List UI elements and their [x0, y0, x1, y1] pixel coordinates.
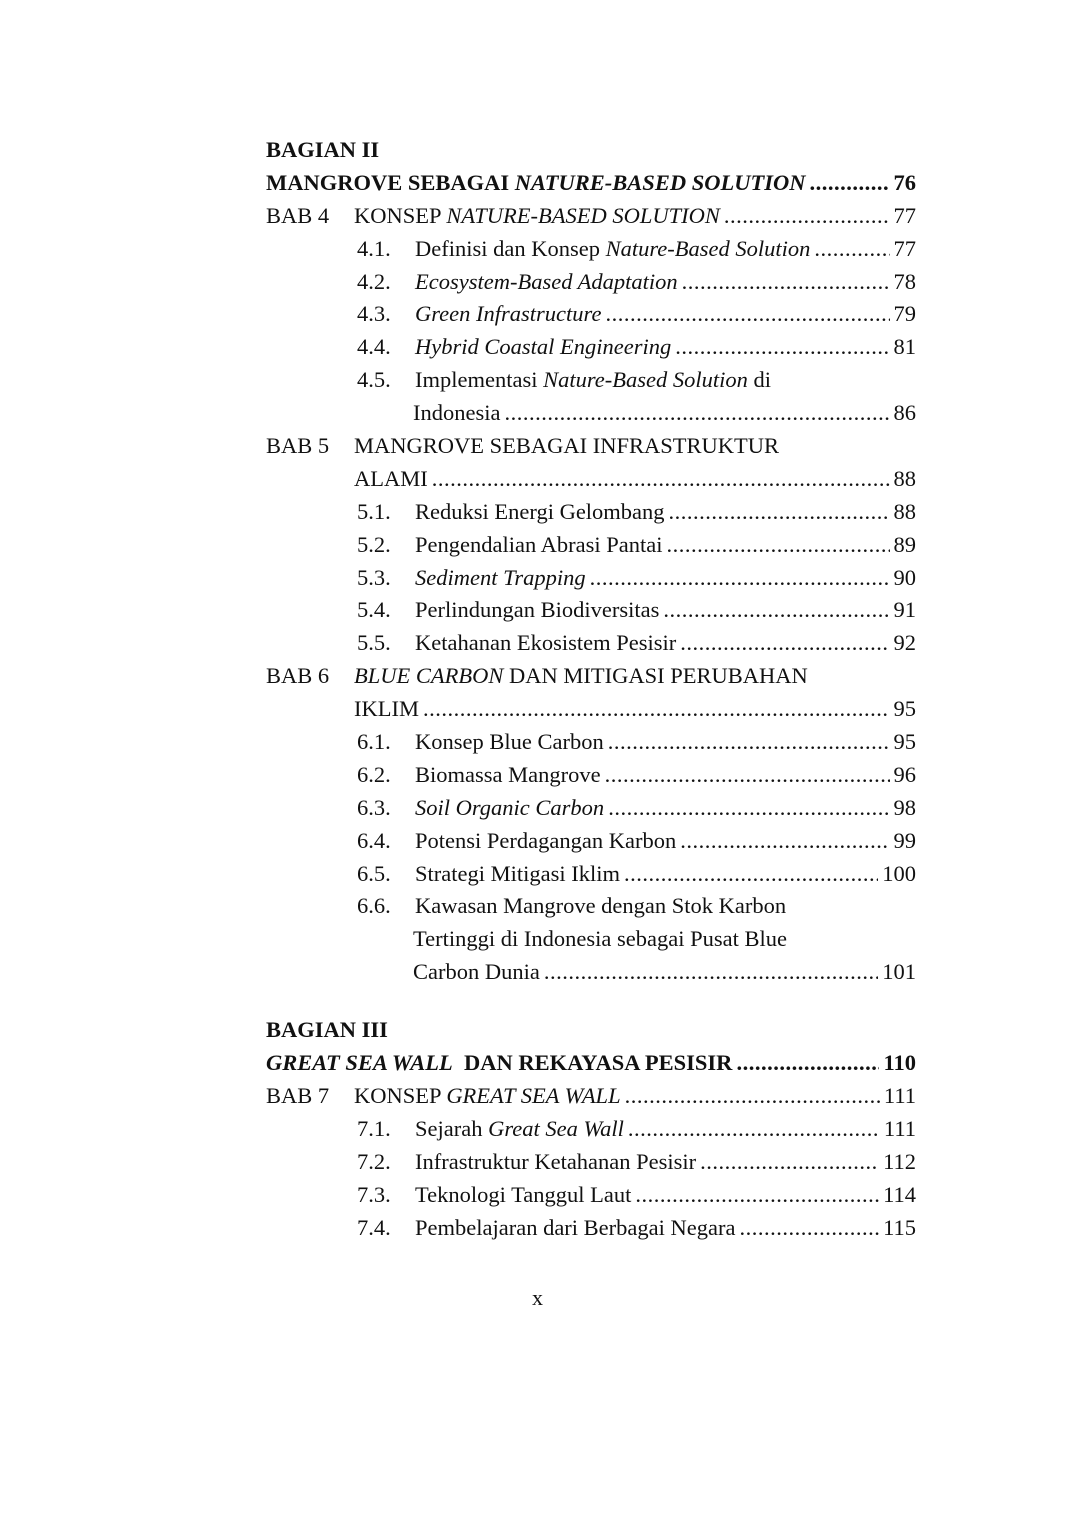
chapter-entry[interactable]: [266, 660, 916, 693]
section-entry[interactable]: [266, 759, 916, 792]
leader-dots: [544, 956, 878, 989]
page-number: 90: [893, 564, 916, 590]
page-number: 110: [883, 1050, 916, 1076]
leader-dots: [624, 858, 878, 891]
section-title-italic: Great Sea Wall: [488, 1115, 624, 1141]
section-title-italic: Green Infrastructure: [415, 301, 602, 327]
page-number: 79: [893, 301, 916, 327]
section-title: Definisi dan Konsep: [415, 235, 606, 261]
leader-dots: [736, 1047, 879, 1080]
page-number: 92: [893, 630, 916, 656]
part-title-text: MANGROVE SEBAGAI: [266, 169, 515, 195]
section-number: 4.1.: [357, 235, 391, 261]
section-entry[interactable]: [266, 1113, 916, 1146]
chapter-entry-continuation[interactable]: [266, 693, 916, 726]
leader-dots: [628, 1113, 880, 1146]
leader-dots: [669, 496, 890, 529]
leader-dots: [605, 759, 890, 792]
page-number: 88: [893, 465, 916, 491]
section-title-italic: Soil Organic Carbon: [415, 794, 605, 820]
section-entry-continuation[interactable]: [266, 923, 916, 956]
leader-dots: [675, 331, 889, 364]
part-title-entry[interactable]: [266, 167, 916, 200]
chapter-entry[interactable]: [266, 200, 916, 233]
page-number: 115: [883, 1214, 916, 1240]
page-number: 101: [882, 959, 916, 985]
part-title-entry[interactable]: [266, 1047, 916, 1080]
chapter-number: BAB 5: [266, 433, 330, 459]
section-title: Pembelajaran dari Berbagai Negara: [415, 1214, 736, 1240]
page-number: 77: [893, 202, 916, 228]
leader-dots: [724, 200, 890, 233]
section-number: 4.5.: [357, 367, 391, 393]
leader-dots: [814, 233, 889, 266]
leader-dots: [608, 726, 890, 759]
section-entry[interactable]: [266, 825, 916, 858]
page-footer-number: x: [532, 1285, 543, 1310]
section-number: 4.2.: [357, 268, 391, 294]
section-number: 6.3.: [357, 794, 391, 820]
page-number: 81: [893, 334, 916, 360]
chapter-entry[interactable]: [266, 1080, 916, 1113]
section-title: Infrastruktur Ketahanan Pesisir: [415, 1148, 697, 1174]
section-number: 6.4.: [357, 827, 391, 853]
section-title-italic: Sediment Trapping: [415, 564, 586, 590]
page-number: 88: [893, 498, 916, 524]
section-number: 4.3.: [357, 301, 391, 327]
section-title: Pengendalian Abrasi Pantai: [415, 531, 663, 557]
leader-dots: [635, 1179, 879, 1212]
part-title-italic: GREAT SEA WALL: [266, 1050, 453, 1076]
chapter-title: ALAMI: [354, 465, 428, 491]
section-number: 6.1.: [357, 729, 391, 755]
section-entry[interactable]: [266, 562, 916, 595]
part-title-text: DAN REKAYASA PESISIR: [452, 1050, 733, 1076]
leader-dots: [700, 1146, 879, 1179]
leader-dots: [663, 594, 889, 627]
section-entry[interactable]: [266, 298, 916, 331]
page-number: 78: [893, 268, 916, 294]
section-number: 7.2.: [357, 1148, 391, 1174]
leader-dots: [680, 627, 889, 660]
chapter-title-italic: GREAT SEA WALL: [446, 1082, 621, 1108]
part-label: BAGIAN II: [266, 137, 380, 162]
chapter-title: KONSEP: [354, 1082, 447, 1108]
section-title: Biomassa Mangrove: [415, 761, 601, 787]
page-number: 89: [893, 531, 916, 557]
leader-dots: [682, 266, 890, 299]
section-number: 5.1.: [357, 498, 391, 524]
section-title: Potensi Perdagangan Karbon: [415, 827, 677, 853]
section-entry[interactable]: [266, 496, 916, 529]
section-entry[interactable]: [266, 890, 916, 923]
section-number: 7.4.: [357, 1214, 391, 1240]
chapter-entry-continuation[interactable]: [266, 463, 916, 496]
chapter-title: IKLIM: [354, 696, 419, 722]
section-number: 5.2.: [357, 531, 391, 557]
chapter-title: DAN MITIGASI PERUBAHAN: [503, 663, 808, 689]
section-title: Ketahanan Ekosistem Pesisir: [415, 630, 677, 656]
leader-dots: [666, 529, 889, 562]
section-title: Perlindungan Biodiversitas: [415, 597, 660, 623]
chapter-entry[interactable]: [266, 430, 916, 463]
leader-dots: [809, 167, 889, 200]
chapter-title-italic: BLUE CARBON: [354, 663, 504, 689]
section-title: Indonesia: [413, 400, 501, 426]
page-number: 95: [893, 729, 916, 755]
page-number: 111: [883, 1082, 916, 1108]
chapter-number: BAB 6: [266, 663, 330, 689]
page-number: 100: [882, 860, 916, 886]
leader-dots: [605, 298, 889, 331]
chapter-number: BAB 7: [266, 1082, 330, 1108]
section-entry[interactable]: [266, 627, 916, 660]
section-title: Strategi Mitigasi Iklim: [415, 860, 620, 886]
page-number: 98: [893, 794, 916, 820]
section-title: Reduksi Energi Gelombang: [415, 498, 665, 524]
leader-dots: [423, 693, 890, 726]
section-entry[interactable]: [266, 858, 916, 891]
section-number: 7.1.: [357, 1115, 391, 1141]
section-title: Sejarah: [415, 1115, 489, 1141]
section-gap: [266, 989, 916, 1014]
page-number: 96: [893, 761, 916, 787]
page-number: 86: [893, 400, 916, 426]
page-number: 91: [893, 597, 916, 623]
leader-dots: [608, 792, 889, 825]
section-title-italic: Nature-Based Solution: [605, 235, 811, 261]
chapter-title: MANGROVE SEBAGAI INFRASTRUKTUR: [354, 433, 780, 459]
section-entry[interactable]: [266, 594, 916, 627]
page-number: 111: [883, 1115, 916, 1141]
section-number: 7.3.: [357, 1181, 391, 1207]
table-of-contents: [266, 134, 916, 1244]
section-entry[interactable]: [266, 364, 916, 397]
chapter-title: KONSEP: [354, 202, 447, 228]
part-label: BAGIAN III: [266, 1017, 388, 1043]
leader-dots: [504, 397, 889, 430]
section-entry[interactable]: [266, 233, 916, 266]
section-number: 6.2.: [357, 761, 391, 787]
section-entry-continuation[interactable]: [266, 956, 916, 989]
chapter-number: BAB 4: [266, 202, 330, 228]
section-title: Carbon Dunia: [413, 959, 540, 985]
section-entry[interactable]: [266, 792, 916, 825]
section-number: 6.6.: [357, 893, 391, 919]
section-title: Implementasi: [415, 367, 544, 393]
leader-dots: [590, 562, 890, 595]
section-title-italic: Hybrid Coastal Engineering: [415, 334, 672, 360]
section-title: Konsep Blue Carbon: [415, 729, 604, 755]
page-number: 99: [893, 827, 916, 853]
section-number: 5.4.: [357, 597, 391, 623]
section-title-italic: Ecosystem-Based Adaptation: [415, 268, 678, 294]
section-title: Kawasan Mangrove dengan Stok Karbon: [415, 893, 787, 919]
section-entry[interactable]: [266, 1212, 916, 1245]
section-number: 5.3.: [357, 564, 391, 590]
section-entry-continuation[interactable]: [266, 397, 916, 430]
section-title: Teknologi Tanggul Laut: [415, 1181, 632, 1207]
leader-dots: [625, 1080, 880, 1113]
leader-dots: [680, 825, 889, 858]
section-number: 5.5.: [357, 630, 391, 656]
section-entry[interactable]: [266, 266, 916, 299]
section-entry[interactable]: [266, 331, 916, 364]
page-number: 76: [893, 169, 916, 195]
page-number: 114: [883, 1181, 916, 1207]
section-title: Tertinggi di Indonesia sebagai Pusat Blue: [413, 926, 787, 952]
section-title-suffix: di: [747, 367, 772, 393]
page-number: 112: [883, 1148, 916, 1174]
section-number: 6.5.: [357, 860, 391, 886]
part-title-italic: NATURE-BASED SOLUTION: [514, 169, 806, 195]
section-title-italic: Nature-Based Solution: [543, 367, 748, 393]
leader-dots: [739, 1212, 879, 1245]
page-number: 95: [893, 696, 916, 722]
page-number: 77: [893, 235, 916, 261]
section-number: 4.4.: [357, 334, 391, 360]
section-entry[interactable]: [266, 1146, 916, 1179]
chapter-title-italic: NATURE-BASED SOLUTION: [446, 202, 720, 228]
section-entry[interactable]: [266, 529, 916, 562]
section-entry[interactable]: [266, 726, 916, 759]
leader-dots: [432, 463, 890, 496]
section-entry[interactable]: [266, 1179, 916, 1212]
